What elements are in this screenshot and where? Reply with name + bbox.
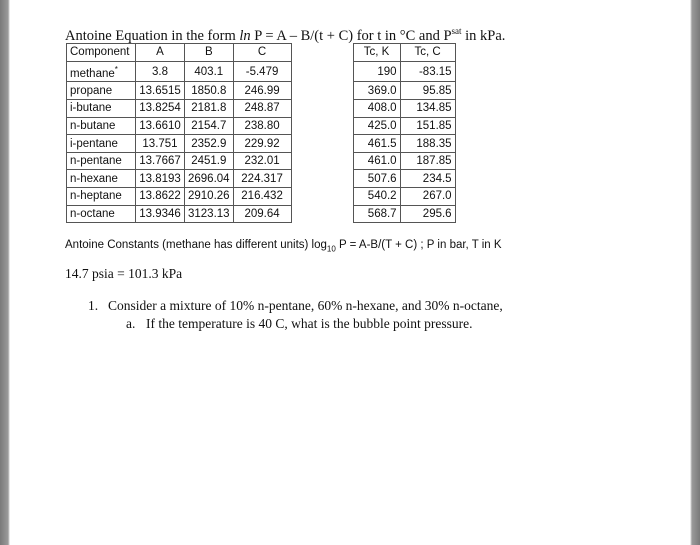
b-cell: 1850.8 <box>185 82 234 100</box>
gap-cell <box>291 135 353 153</box>
header-gap <box>291 44 353 62</box>
table-row <box>67 205 456 223</box>
question-text: Consider a mixture of 10% n-pentane, 60% n-hexane, and 30% n-octane, <box>108 298 503 313</box>
gap-cell <box>291 152 353 170</box>
tc-c-cell: 267.0 <box>400 187 455 205</box>
a-cell: 13.8622 <box>136 187 185 205</box>
sub-question-label: a. <box>126 316 136 331</box>
tc-c-cell: 151.85 <box>400 117 455 135</box>
component-cell: n-octane <box>67 205 136 223</box>
b-cell: 2696.04 <box>185 170 234 188</box>
tc-c-cell: 134.85 <box>400 100 455 118</box>
tc-c-cell: 188.35 <box>400 135 455 153</box>
header-b: B <box>185 44 234 62</box>
tc-k-cell: 568.7 <box>353 205 400 223</box>
unit-conversion: 14.7 psia = 101.3 kPa <box>65 266 183 281</box>
table-row <box>67 117 456 135</box>
table-row <box>67 187 456 205</box>
tc-k-cell: 408.0 <box>353 100 400 118</box>
antoine-constants-table <box>66 43 456 223</box>
tc-k-cell: 507.6 <box>353 170 400 188</box>
tc-c-cell: 234.5 <box>400 170 455 188</box>
a-cell: 13.8254 <box>136 100 185 118</box>
table-row <box>67 82 456 100</box>
b-cell: 2451.9 <box>185 152 234 170</box>
sub-question-text: If the temperature is 40 C, what is the bubble point pressure. <box>146 316 473 331</box>
tc-k-cell: 461.5 <box>353 135 400 153</box>
gap-cell <box>291 61 353 82</box>
c-cell: 216.432 <box>233 187 291 205</box>
b-cell: 2910.26 <box>185 187 234 205</box>
header-a: A <box>136 44 185 62</box>
tc-k-cell: 425.0 <box>353 117 400 135</box>
table-row <box>67 170 456 188</box>
gap-cell <box>291 100 353 118</box>
question-1a <box>126 316 473 332</box>
tc-c-cell: 187.85 <box>400 152 455 170</box>
c-cell: 248.87 <box>233 100 291 118</box>
component-cell: n-pentane <box>67 152 136 170</box>
table-row <box>67 135 456 153</box>
gap-cell <box>291 170 353 188</box>
header-tc-c: Tc, C <box>400 44 455 62</box>
c-cell: -5.479 <box>233 61 291 82</box>
tc-c-cell: -83.15 <box>400 61 455 82</box>
a-cell: 3.8 <box>136 61 185 82</box>
table-row <box>67 152 456 170</box>
c-cell: 246.99 <box>233 82 291 100</box>
a-cell: 13.751 <box>136 135 185 153</box>
a-cell: 13.9346 <box>136 205 185 223</box>
component-cell: n-heptane <box>67 187 136 205</box>
c-cell: 229.92 <box>233 135 291 153</box>
c-cell: 209.64 <box>233 205 291 223</box>
table-header-row <box>67 44 456 62</box>
tc-c-cell: 95.85 <box>400 82 455 100</box>
table-row <box>67 61 456 82</box>
a-cell: 13.7667 <box>136 152 185 170</box>
tc-k-cell: 461.0 <box>353 152 400 170</box>
a-cell: 13.6515 <box>136 82 185 100</box>
component-cell: propane <box>67 82 136 100</box>
b-cell: 2181.8 <box>185 100 234 118</box>
header-c: C <box>233 44 291 62</box>
antoine-equation-title: Antoine Equation in the form ln P = A – B/(t + C) for t in °C and $P^{sat}$ in kPa. <box>65 26 506 44</box>
b-cell: 2154.7 <box>185 117 234 135</box>
antoine-constants-note: Antoine Constants (methane has different units) $\log_{10} P = A-B/(T + C)$ ; P in bar, T in K <box>65 239 502 254</box>
c-cell: 238.80 <box>233 117 291 135</box>
tc-c-cell: 295.6 <box>400 205 455 223</box>
header-component: Component <box>67 44 136 62</box>
tc-k-cell: 190 <box>353 61 400 82</box>
c-cell: 224.317 <box>233 170 291 188</box>
gap-cell <box>291 187 353 205</box>
a-cell: 13.6610 <box>136 117 185 135</box>
b-cell: 3123.13 <box>185 205 234 223</box>
a-cell: 13.8193 <box>136 170 185 188</box>
b-cell: 2352.9 <box>185 135 234 153</box>
gap-cell <box>291 205 353 223</box>
question-1 <box>88 298 503 314</box>
c-cell: 232.01 <box>233 152 291 170</box>
tc-k-cell: 369.0 <box>353 82 400 100</box>
component-cell: i-pentane <box>67 135 136 153</box>
component-cell: methane* <box>67 61 136 82</box>
gap-cell <box>291 117 353 135</box>
tc-k-cell: 540.2 <box>353 187 400 205</box>
gap-cell <box>291 82 353 100</box>
component-cell: i-butane <box>67 100 136 118</box>
header-tc-k: Tc, K <box>353 44 400 62</box>
table-row <box>67 100 456 118</box>
component-cell: n-hexane <box>67 170 136 188</box>
b-cell: 403.1 <box>185 61 234 82</box>
component-cell: n-butane <box>67 117 136 135</box>
question-number: 1. <box>88 298 99 313</box>
